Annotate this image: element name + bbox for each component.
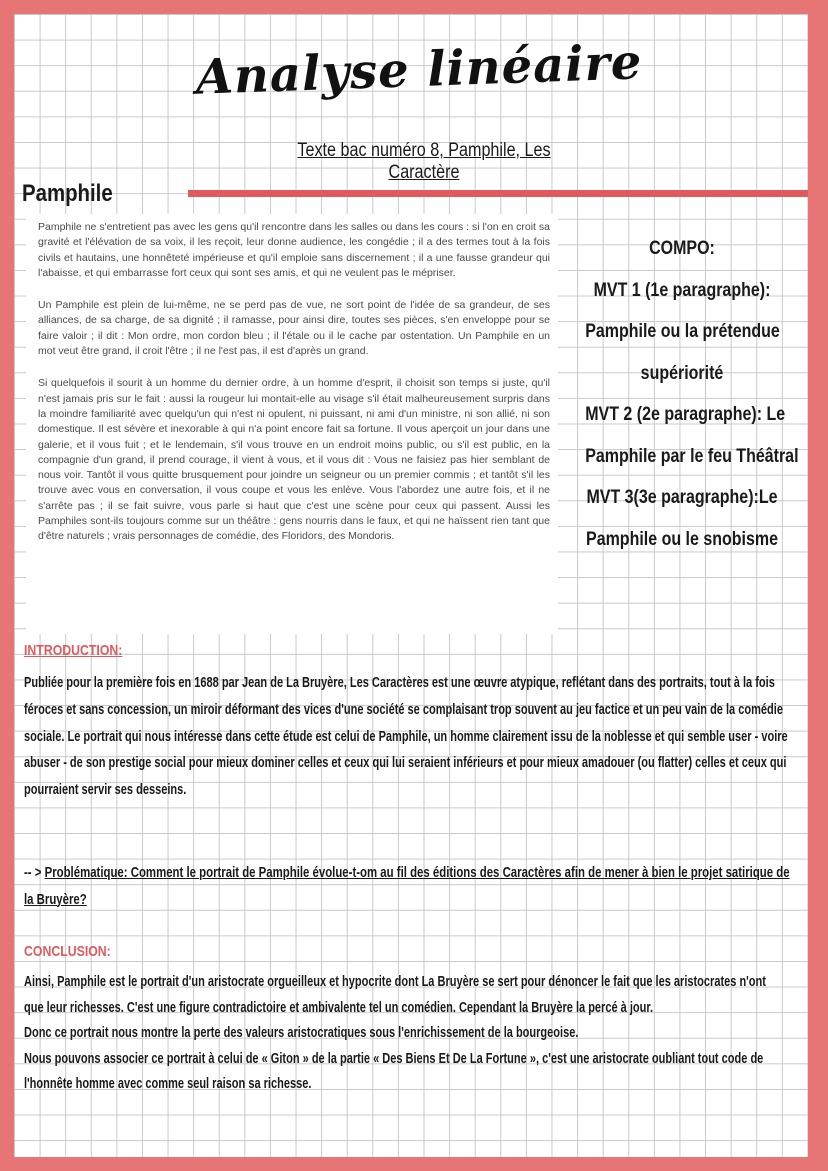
compo-heading: COMPO: [649, 237, 715, 259]
conclusion-line: l'honnête homme avec comme seul raison sa richesse. [24, 1076, 312, 1092]
excerpt-paragraph: Pamphile ne s'entretient pas avec les gens qu'il rencontre dans les salles ou dans les cours : si l'on en croit sa gravité et l'élévation de sa voix, il les reçoit, leur donne audience, les congédie ; il a des termes tout à la fois civils et hautains, une honnêteté impérieuse et qu'il emploie sans discernement ; il a une fausse grandeur qui l'abaisse, et qui embarrasse fort ceux qui sont ses amis, et qui ne veulent pas le mépriser. [38, 221, 550, 279]
text-excerpt [26, 214, 558, 634]
composition-outline [564, 228, 800, 560]
compo-line: supériorité [640, 361, 724, 384]
compo-line: MVT 1 (1e paragraphe): [593, 278, 771, 301]
introduction-text: Publiée pour la première fois en 1688 par Jean de La Bruyère, Les Caractères est une œuvre atypique, reflétant dans des portraits, tout à la fois féroces et sans concession, un miroir déformant des vices d'une société se complaisant trop souvent au jeu factice et un peu vain de la comédie sociale. Le portrait qui nous intéresse dans cette étude est celui de Pamphile, un homme clairement issu de la noblesse et qui semble user - voire abuser - de son prestige social pour mieux dominer celles et ceux qui lui seraient inférieurs et pour mieux amadouer (ou flatter) celles et ceux qui pourraient servir ses desseins. [24, 675, 788, 799]
arrow-marker: -- > [24, 864, 45, 881]
compo-line: MVT 3(3e paragraphe):Le [586, 486, 778, 508]
problematique-text: Problématique: Comment le portrait de Pamphile évolue-t-om au fil des éditions des Caractères afin de mener à bien le projet satirique de la Bruyère? [24, 864, 790, 908]
compo-line: Pamphile par le feu Théâtral [585, 444, 799, 467]
conclusion-line: Donc ce portrait nous montre la perte des valeurs aristocratiques sous l'enrichissement de la bourgeoise. [24, 1025, 579, 1041]
compo-line: MVT 2 (2e paragraphe): Le [585, 403, 786, 425]
page-subtitle: Texte bac numéro 8, Pamphile, Les Caractère [297, 140, 551, 183]
conclusion-text [24, 970, 799, 1098]
section-divider [188, 190, 808, 197]
excerpt-paragraph: Un Pamphile est plein de lui-même, ne se perd pas de vue, ne sort point de l'idée de sa grandeur, de ses alliances, de sa charge, de sa dignité ; il ramasse, pour ainsi dire, toutes ses pièces, s'en enveloppe pour se faire valoir ; il dit : Mon ordre, mon cordon bleu ; il l'étale ou il le cache par ostentation. Un Pamphile en un mot veut être grand, il croit l'être ; il ne l'est pas, il est d'après un grand. [38, 299, 550, 358]
compo-line: Pamphile ou le snobisme [586, 527, 778, 550]
conclusion-line: que leur richesses. C'est une figure contradictoire et ambivalente tel un comédien. Cependant la Bruyère la percé à jour. [24, 999, 654, 1016]
section-title: Pamphile [22, 180, 113, 207]
conclusion-title: CONCLUSION: [24, 943, 111, 960]
introduction-title: INTRODUCTION: [24, 642, 123, 659]
excerpt-paragraph: Si quelquefois il sourit à un homme du dernier ordre, à un homme d'esprit, il choisit son temps si juste, qu'il n'est jamais pris sur le fait : aussi la rougeur lui montait-elle au visage s'il était malheureusement surpris dans la moindre familiarité avec quelqu'un qui n'est ni opulent, ni puissant, ni ami d'un ministre, ni son allié, ni son domestique. Il est sévère et inexorable à qui n'a point encore fait sa fortune. Il vous aperçoit un jour dans une galerie, et il vous fuit ; et le lendemain, s'il vous trouve en un endroit moins public, ou s'il est public, en la compagnie d'un grand, il prend courage, il vient à vous, et il vous dit : Vous ne faisiez pas hier semblant de nous voir. Tantôt il vous quitte brusquement pour joindre un seigneur ou un premier commis ; et tantôt s'il les trouve avec vous en conversation, il vous coupe et vous les enlève. Vous l'abordez une autre fois, et il ne s'arrête pas ; il se fait suivre, vous parle si haut que c'est une scène pour ceux qui passent. Aussi les Pamphiles sont-ils toujours comme sur un théâtre : gens nourris dans le faux, et qui ne haïssent rien tant que d'être naturels ; vrais personnages de comédie, des Floridors, des Mondoris. [38, 377, 550, 543]
conclusion-line: Nous pouvons associer ce portrait à celui de « Giton » de la partie « Des Biens Et De La Fortune », c'est une aristocrate oubliant tout code de [24, 1050, 764, 1067]
compo-line: Pamphile ou la prétendue [585, 320, 780, 342]
conclusion-line: Ainsi, Pamphile est le portrait d'un aristocrate orgueilleux et hypocrite dont La Bruyère se sert pour dénoncer le fait que les aristocrates n'ont [24, 974, 766, 990]
notebook-page [14, 14, 808, 1157]
page-title: Analyse linéaire [194, 34, 644, 106]
problematique [24, 860, 799, 913]
